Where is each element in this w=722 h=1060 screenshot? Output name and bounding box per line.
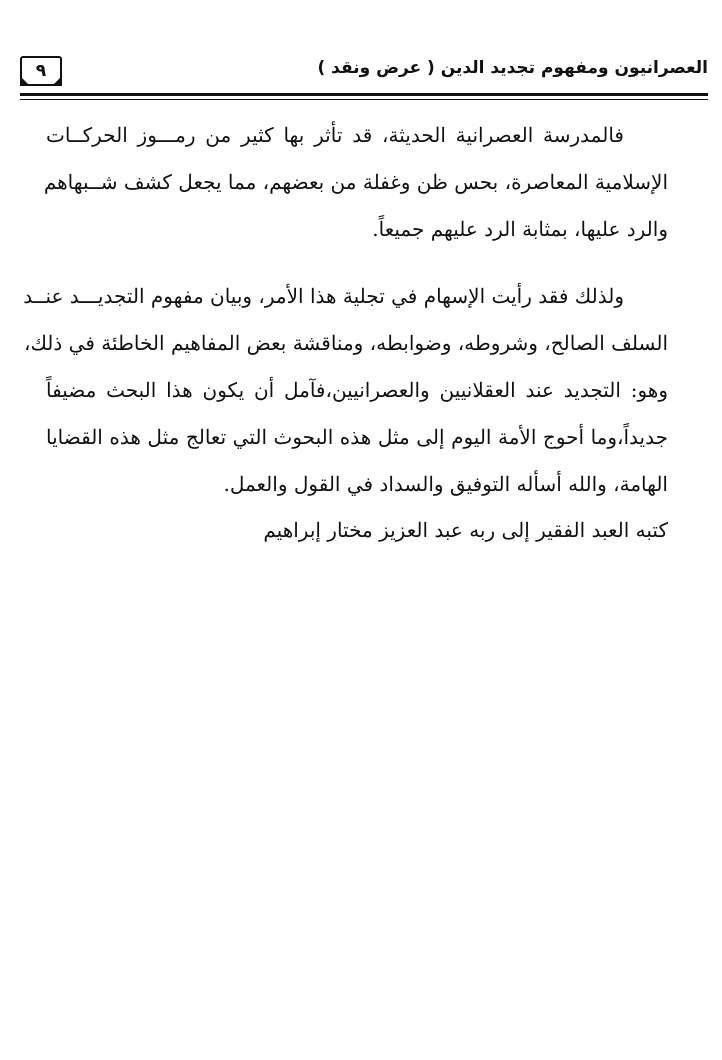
paragraph-1 bbox=[43, 112, 668, 253]
text-line: ولذلك فقد رأيت الإسهام في تجلية هذا الأمر، وبيان مفهوم التجديـــد عنــد bbox=[23, 284, 624, 308]
header-rule-thick bbox=[20, 93, 708, 96]
text-line: السلف الصالح، وشروطه، وضوابطه، ومناقشة بعض المفاهيم الخاطئة في ذلك، bbox=[24, 331, 668, 355]
text-line: الإسلامية المعاصرة، بحس ظن وغفلة من بعضهم، مما يجعل كشف شــبهاهم bbox=[43, 170, 668, 194]
author-signature-line: كتبه العبد الفقير إلى ربه عبد العزيز مختار إبراهيم bbox=[263, 518, 668, 542]
running-title: العصرانيون ومفهوم تجديد الدين ( عرض ونقد ) bbox=[317, 58, 708, 78]
page-number: ٩ bbox=[20, 56, 62, 86]
text-line: وهو: التجديد عند العقلانيين والعصرانيين،فآمل أن يكون هذا البحث مضيفاً bbox=[46, 378, 668, 402]
text-line: فالمدرسة العصرانية الحديثة، قد تأثر بها كثير من رمـــوز الحركــات bbox=[46, 123, 624, 147]
header-rule-thin bbox=[20, 99, 708, 100]
paragraph-2 bbox=[23, 273, 668, 508]
text-line: الهامة، والله أسأله التوفيق والسداد في القول والعمل. bbox=[223, 472, 668, 496]
body-text bbox=[23, 112, 668, 508]
text-line: جديداً،وما أحوج الأمة اليوم إلى مثل هذه البحوث التي تعالج مثل هذه القضايا bbox=[46, 425, 668, 449]
text-line: والرد عليها، بمثابة الرد عليهم جميعاً. bbox=[372, 217, 668, 241]
page-header bbox=[20, 56, 708, 92]
